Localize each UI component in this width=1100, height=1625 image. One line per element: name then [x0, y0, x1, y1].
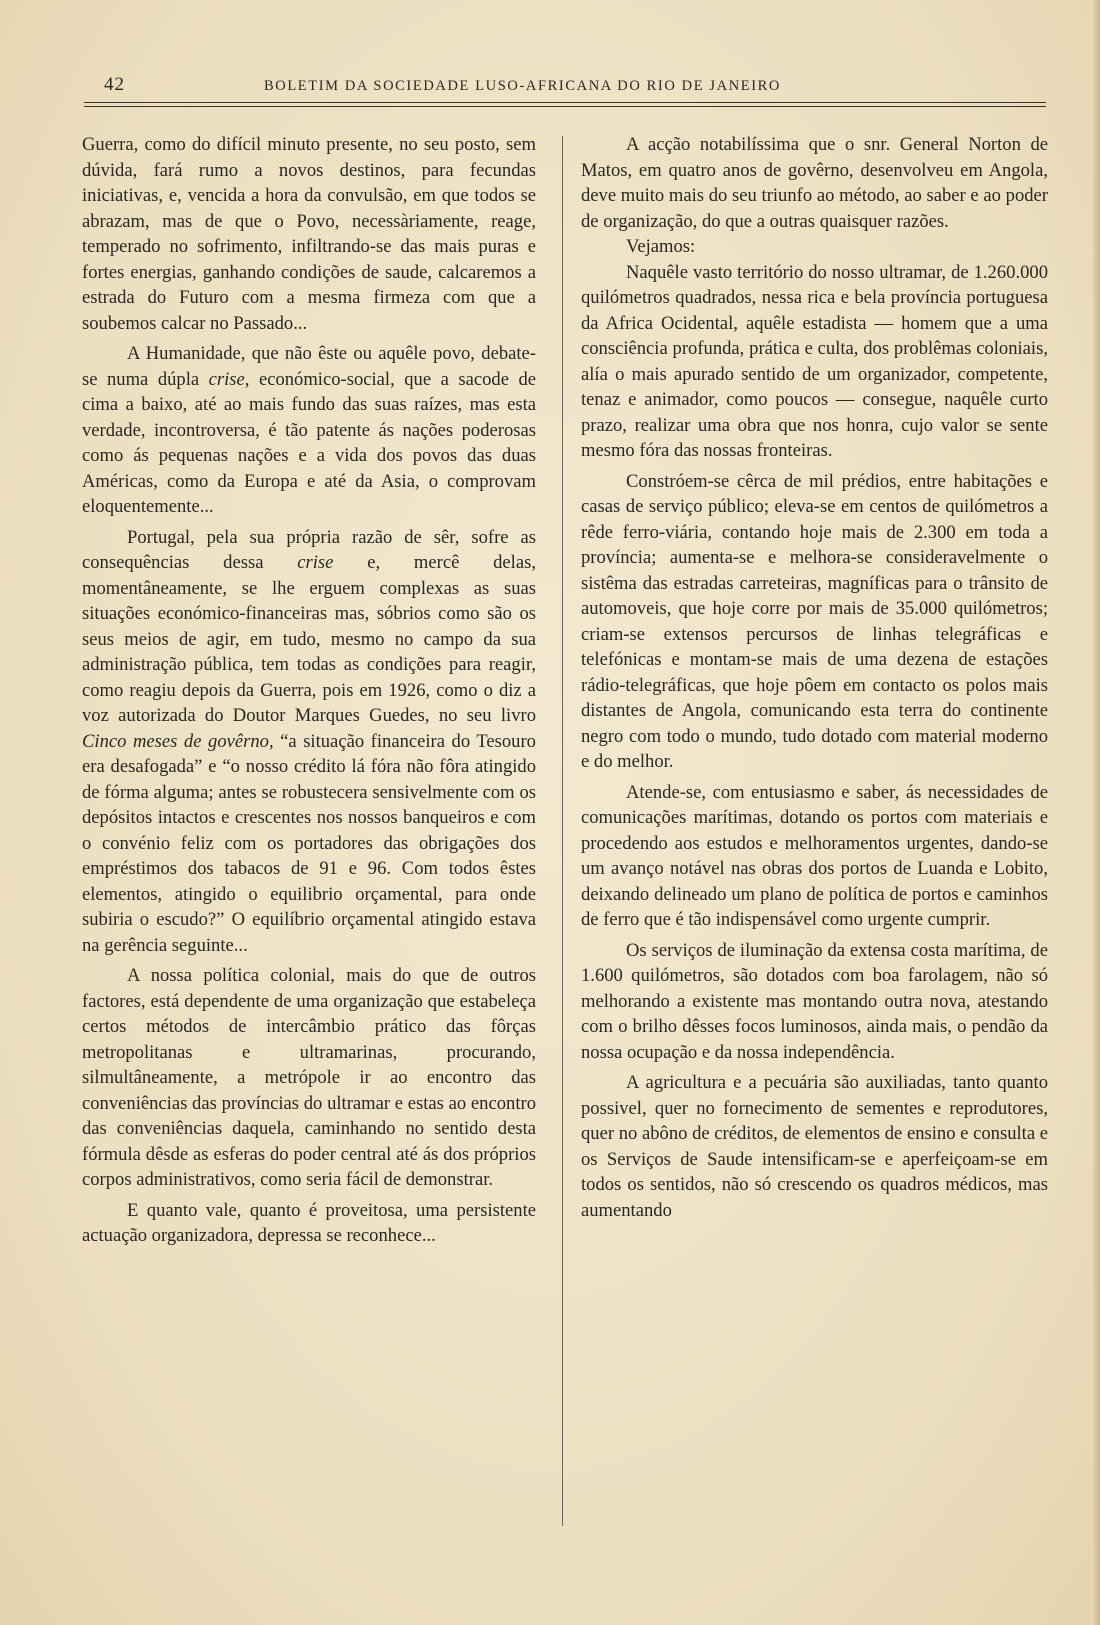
- italic-text: crise: [297, 552, 334, 573]
- left-column: [82, 132, 536, 1254]
- text-run: Portugal, pela sua própria razão de sêr, sofre as consequências dessa: [82, 526, 536, 573]
- running-title: BOLETIM DA SOCIEDADE LUSO-AFRICANA DO RIO DE JANEIRO: [264, 78, 781, 94]
- paragraph: [82, 341, 536, 520]
- page-edge-shadow: [1092, 0, 1100, 1625]
- paragraph: E quanto vale, quanto é proveitosa, uma persistente actuação organizadora, depressa se reconhece...: [82, 1199, 536, 1246]
- paragraph: Guerra, como do difícil minuto presente, no seu posto, sem dúvida, fará rumo a novos destinos, para fecundas iniciativas, e, vencida a hora da convulsão, em que todos se abrazam, mas de que o Povo, necessàriamente, reage, temperado no sofrimento, infiltrando-se das mais puras e fortes energias, ganhando condições de saude, calcaremos a estrada do Futuro com a mesma firmeza com que a soubemos calcar no Passado...: [82, 134, 536, 334]
- paragraph: [82, 525, 536, 959]
- text-run: económico-social, que a sacode de cima a baixo, até ao mais fundo das suas raízes, mas esta verdade, incontroversa, é tão patente ás nações poderosas como ás pequenas nações e a vida dos povos das duas Américas, como da Europa e até da Asia, o comprovam eloquentemente...: [82, 368, 536, 517]
- italic-text: crise,: [208, 368, 250, 390]
- text-run: “a situação financeira do Tesouro era desafogada” e “o nosso crédito lá fóra não fôra atingido de fórma alguma; antes se robustecera sensivelmente com os depósitos intactos e crescentes nos nossos banqueiros e com o convénio feliz com os portadores das obrigações dos empréstimos dos tabacos de 91 e 96. Com todos êstes elementos, atingido o equilibrio orçamental, para onde subiria o escudo?” O equilíbrio orçamental atingido estava na gerência seguinte...: [82, 730, 536, 956]
- paragraph: Os serviços de iluminação da extensa costa marítima, de 1.600 quilómetros, são dotados com boa farolagem, não só melhorando a existente mas montando outra nova, atestando com o brilho dêsses focos luminosos, ainda mais, o pendão da nossa ocupação e da nossa independência.: [581, 939, 1048, 1063]
- right-column: [581, 132, 1048, 1228]
- text-run: A Humanidade, que não êste ou aquêle povo, debate-se numa dúpla: [82, 343, 536, 390]
- paragraph: A agricultura e a pecuária são auxiliadas, tanto quanto possivel, quer no fornecimento de sementes e reprodutores, quer no abôno de créditos, de elementos de ensino e consulta e os Serviços de Saude intensificam-se e aperfeiçoam-se em todos os sentidos, não só crescendo os quadros médicos, mas aumentando: [581, 1072, 1048, 1221]
- paragraph: Naquêle vasto território do nosso ultramar, de 1.260.000 quilómetros quadrados, nessa rica e bela província portuguesa da Africa Ocidental, aquêle estadista — homem que a uma consciência profunda, prática e culta, dos problêmas coloniais, alía o mais apurado sentido de um organizador, competente, tenaz e animador, como poucos — consegue, naquêle curto prazo, realizar uma obra que nos honra, cujo valor se sente mesmo fóra das nossas fronteiras.: [581, 261, 1048, 461]
- book-title: Cinco meses de govêrno,: [82, 730, 274, 752]
- paragraph: Vejamos:: [626, 236, 696, 257]
- header-rule-bottom: [84, 106, 1046, 107]
- header-rule-top: [84, 102, 1046, 103]
- paragraph: A nossa política colonial, mais do que de outros factores, está dependente de uma organização que estabeleça certos métodos de intercâmbio prático das fôrças metropolitanas e ultramarinas, procurando, silmultâneamente, a metrópole ir ao encontro das conveniências das províncias do ultramar e estas ao encontro das conveniências daquela, caminhando no sentido desta fórmula dêsde as esferas do poder central até ás dos próprios corpos administrativos, como seria fácil de demonstrar.: [82, 965, 536, 1190]
- paragraph: Atende-se, com entusiasmo e saber, ás necessidades de comunicações marítimas, dotando os portos com materiais e procedendo aos estudos e melhoramentos urgentes, dando-se um avanço notável nas obras dos portos de Luanda e Lobito, deixando delineado um plano de política de portos e caminhos de ferro que é tão indispensável como urgente cumprir.: [581, 781, 1048, 930]
- paragraph: A acção notabilíssima que o snr. General Norton de Matos, em quatro anos de govêrno, desenvolveu em Angola, deve muito mais do seu triunfo ao método, ao saber e ao poder de organização, do que a outras quaisquer razões.: [581, 134, 1048, 232]
- text-run: e, mercê delas, momentâneamente, se lhe erguem complexas as suas situações económico-financeiras mas, sóbrios como são os seus meios de agir, em tudo, mesmo no campo da sua administração pública, tem todas as condições para reagir, como reagiu depois da Guerra, pois em 1926, como o diz a voz autorizada do Doutor Marques Guedes, no seu livro: [82, 552, 536, 726]
- page-header: [84, 72, 1046, 104]
- column-divider: [562, 136, 563, 1526]
- page-number: 42: [104, 74, 125, 95]
- paragraph: Constróem-se cêrca de mil prédios, entre habitações e casas de serviço público; eleva-se em centos de quilómetros a rêde ferro-viária, contando hoje mais de 2.300 em toda a província; aumenta-se e melhora-se consideravelmente o sistêma das estradas carreteiras, magníficas para o trânsito de automoveis, que hoje corre por mais de 35.000 quilómetros; criam-se extensos percursos de linhas telegráficas e telefónicas e montam-se mais de uma dezena de estações rádio-telegráficas, que hoje pôem em contacto os polos mais distantes de Angola, comunicando esta terra do continente negro com todo o mundo, tudo dotado com material moderno e do melhor.: [581, 470, 1048, 772]
